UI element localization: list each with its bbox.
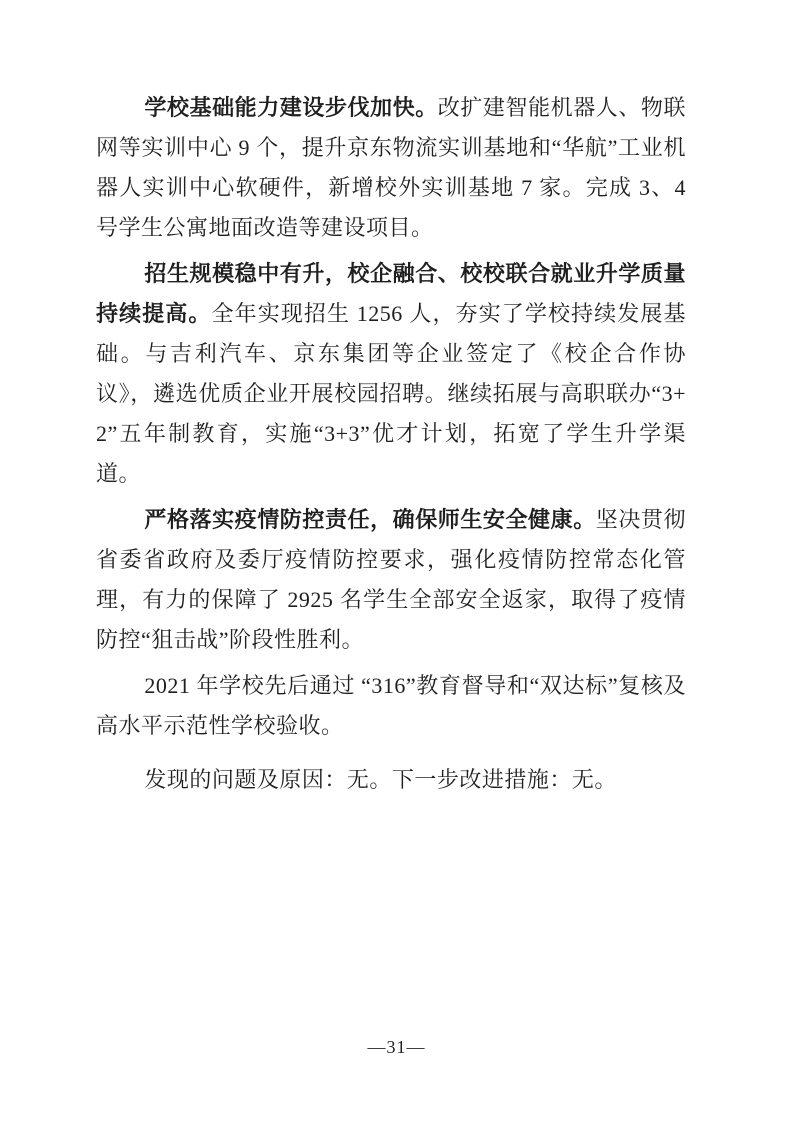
paragraph-body-text: 全年实现招生 1256 人，夯实了学校持续发展基础。与吉利汽车、京东集团等企业签定了《校企合作协议》，遴选优质企业开展校园招聘。继续拓展与高职联办“3+2”五年制教育，实施“3+3”优才计划，拓宽了学生升学渠道。 — [96, 301, 686, 486]
paragraph-lead-bold: 严格落实疫情防控责任，确保师生安全健康。 — [144, 507, 596, 532]
paragraph-body-text: 发现的问题及原因：无。下一步改进措施：无。 — [144, 767, 617, 792]
paragraph-lead-bold: 招生规模稳中有升，校企融合、校校联合就业升学质量持续提高。 — [96, 261, 686, 326]
paragraph-lead-bold: 学校基础能力建设步伐加快。 — [144, 95, 438, 120]
page-number: —31— — [367, 1037, 426, 1057]
paragraph-body-text: 2021 年学校先后通过 “316”教育督导和“双达标”复核及高水平示范性学校验收。 — [96, 673, 686, 738]
paragraph-body-text: 坚决贯彻省委省政府及委厅疫情防控要求，强化疫情防控常态化管理，有力的保障了 2925 名学生全部安全返家，取得了疫情防控“狙击战”阶段性胜利。 — [96, 507, 686, 652]
paragraph-enrollment — [96, 254, 686, 494]
paragraph-body-text: 改扩建智能机器人、物联网等实训中心 9 个，提升京东物流实训基地和“华航”工业机器人实训中心软硬件，新增校外实训基地 7 家。完成 3、4 号学生公寓地面改造等建设项目。 — [96, 95, 686, 240]
paragraph-epidemic-control — [96, 500, 686, 660]
document-body — [96, 88, 686, 800]
paragraph-school-capacity — [96, 88, 686, 248]
paragraph-inspections — [96, 666, 686, 746]
paragraph-issues-and-measures — [96, 760, 686, 800]
